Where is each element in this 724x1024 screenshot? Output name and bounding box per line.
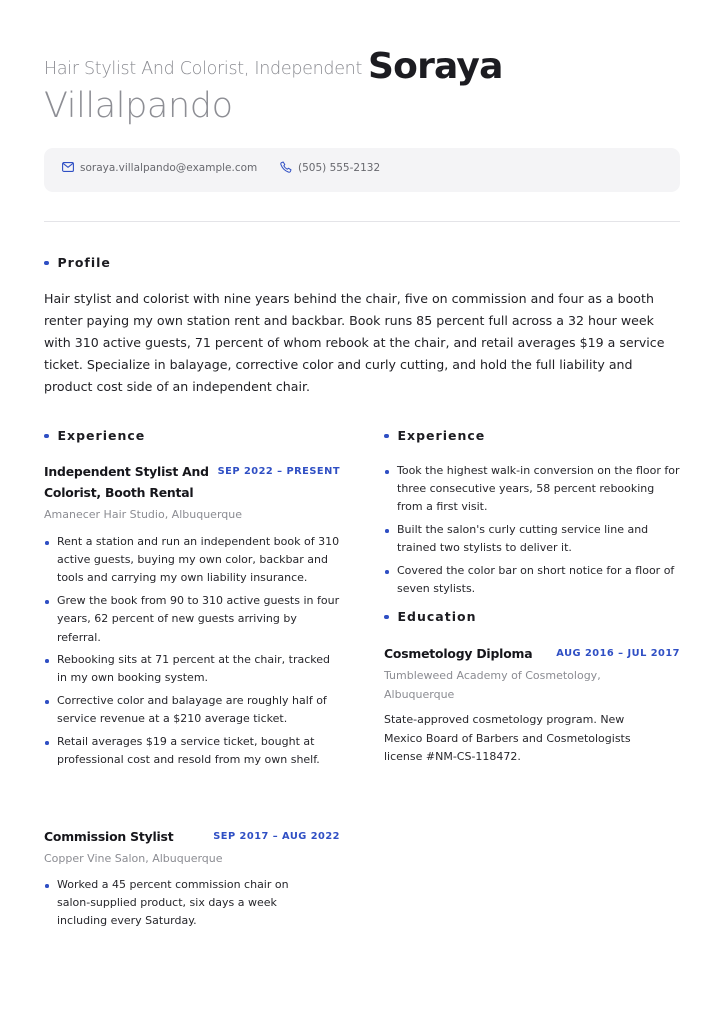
job-bullets (44, 533, 340, 774)
list-item: Rent a station and run an independent book of 310 active guests, buying my own color, backbar and tools and carrying my own liability insurance. (44, 533, 340, 588)
list-item: Covered the color bar on short notice for a floor of seven stylists. (384, 562, 680, 598)
section-bullet-icon (384, 615, 389, 620)
job-title: Commission Stylist (44, 829, 174, 844)
job-dates: SEP 2017 – AUG 2022 (213, 831, 340, 842)
company-location: , Albuquerque (145, 852, 223, 865)
company-location: , Albuquerque (164, 508, 242, 521)
phone-icon (280, 162, 298, 174)
email-text[interactable]: soraya.villalpando@example.com (80, 162, 258, 174)
job-title: Independent Stylist And Colorist, Booth Rental (44, 464, 209, 500)
section-bullet-icon (44, 261, 49, 266)
company-name: Amanecer Hair Studio (44, 508, 165, 521)
education-title: Cosmetology Diploma (384, 646, 533, 661)
phone-contact[interactable] (280, 162, 380, 174)
list-item: Corrective color and balayage are roughly half of service revenue at a $210 average ticket. (44, 692, 340, 728)
list-item: Grew the book from 90 to 310 active guests in four years, 62 percent of new guests arriving by referral. (44, 592, 340, 647)
education-heading-text: Education (397, 609, 477, 624)
list-item: Retail averages $19 a service ticket, bought at professional cost and resold from my own shelf. (44, 733, 340, 769)
experience-continued-heading-text: Experience (397, 428, 486, 443)
phone-text[interactable]: (505) 555-2132 (298, 162, 381, 174)
job-bullets-continued (384, 462, 680, 603)
experience-continued-heading (384, 428, 485, 443)
list-item: Rebooking sits at 71 percent at the chair, tracked in my own booking system. (44, 651, 340, 687)
contact-bar (44, 148, 680, 192)
education-dates: AUG 2016 – JUL 2017 (556, 648, 680, 659)
resume-header (44, 42, 680, 126)
list-item: Worked a 45 percent commission chair on salon-supplied product, six days a week including every Saturday. (44, 876, 324, 931)
job-bullets (44, 876, 324, 935)
list-item: Built the salon's curly cutting service line and trained two stylists to deliver it. (384, 521, 680, 557)
section-bullet-icon (384, 434, 389, 439)
profile-heading-text: Profile (57, 255, 111, 270)
education-description: State-approved cosmetology program. New Mexico Board of Barbers and Cosmetologists license #NM-CS-118472. (384, 713, 631, 763)
job-subtitle: Hair Stylist And Colorist, Independent (44, 59, 363, 79)
header-line (44, 42, 680, 88)
section-bullet-icon (44, 434, 49, 439)
education-school: Tumbleweed Academy of Cosmetology, Albuquerque (384, 669, 601, 701)
email-contact[interactable] (62, 162, 257, 174)
job-company (44, 508, 242, 521)
job-company (44, 852, 223, 865)
header-divider (44, 221, 680, 222)
list-item: Took the highest walk-in conversion on the floor for three consecutive years, 58 percent rebooking from a first visit. (384, 462, 680, 517)
experience-heading (44, 428, 145, 443)
profile-summary: Hair stylist and colorist with nine years behind the chair, five on commission and four as a booth renter paying my own station rent and backbar. Book runs 85 percent full across a 32 hour week with 310 active guests, 71 percent of whom rebook at the chair, and retail averages $19 a service ticket. Specialize in balayage, corrective color and curly cutting, and hold the full liability and product cost side of an independent chair. (44, 291, 665, 394)
envelope-icon (62, 162, 80, 174)
education-heading (384, 609, 476, 624)
experience-heading-text: Experience (57, 428, 146, 443)
job-dates: SEP 2022 – PRESENT (217, 466, 340, 477)
profile-heading (44, 255, 111, 270)
first-name: Soraya (368, 46, 503, 87)
last-name: Villalpando (44, 86, 233, 126)
company-name: Copper Vine Salon (44, 852, 146, 865)
